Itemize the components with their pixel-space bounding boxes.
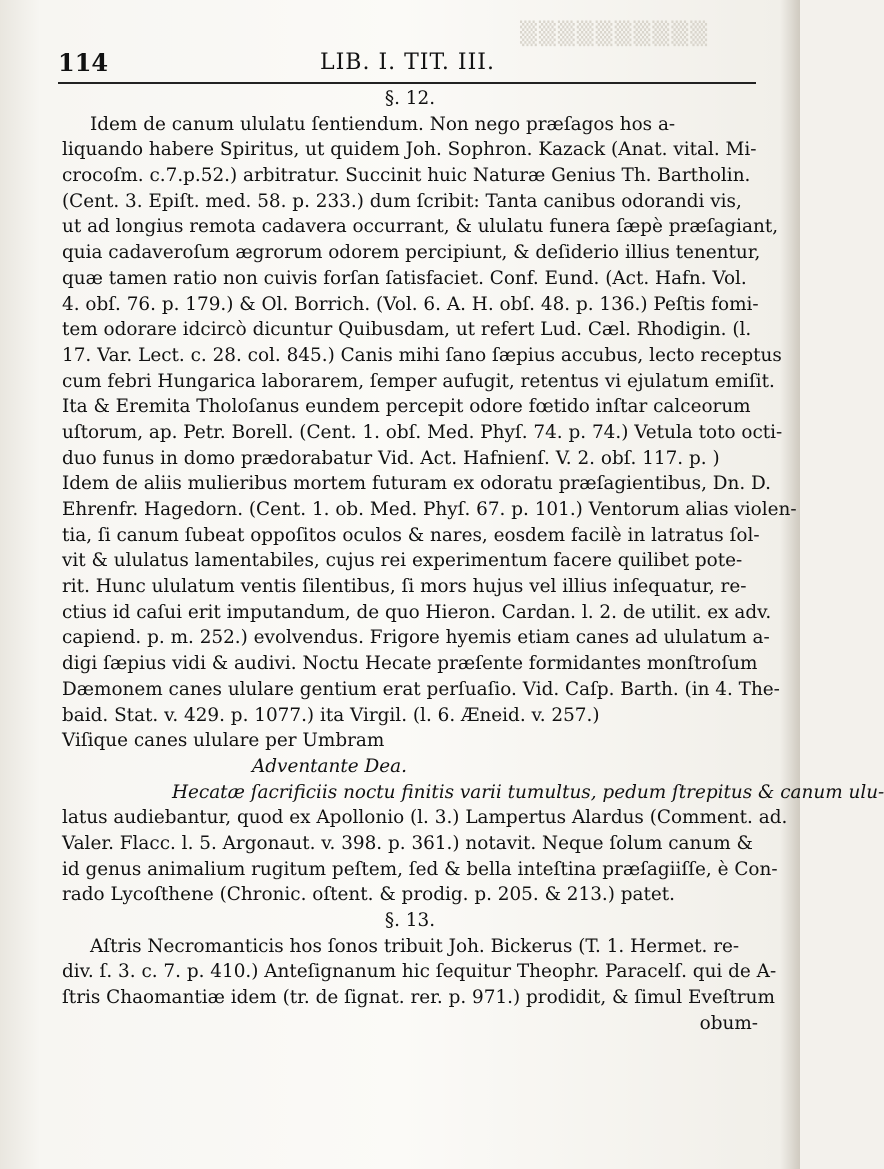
text-line: Dæmonem canes ululare gentium erat perſuaſio. Vid. Caſp. Barth. (in 4. The- bbox=[62, 678, 780, 700]
text-line: (Cent. 3. Epiſt. med. 58. p. 233.) dum ſcribit: Tanta canibus odorandi vis, bbox=[62, 190, 742, 212]
text-line: baid. Stat. v. 429. p. 1077.) ita Virgil. (l. 6. Æneid. v. 257.) bbox=[62, 704, 600, 726]
text-line: Ita & Eremita Tholoſanus eundem percepit odore fœtido inſtar calceorum bbox=[62, 396, 751, 418]
text-line: 4. obſ. 76. p. 179.) & Ol. Borrich. (Vol. 6. A. H. obſ. 48. p. 136.) Peſtis fomi- bbox=[62, 293, 759, 315]
text-line: tia, ſi canum ſubeat oppoſitos oculos & nares, eosdem facilè in latratus ſol- bbox=[62, 524, 760, 546]
text-line: quia cadaveroſum ægrorum odorem percipiunt, & deſiderio illius tenentur, bbox=[62, 242, 761, 264]
text-line: capiend. p. m. 252.) evolvendus. Frigore hyemis etiam canes ad ululatum a- bbox=[62, 627, 770, 649]
text-line: Valer. Flacc. l. 5. Argonaut. v. 398. p. 361.) notavit. Neque ſolum canum & bbox=[62, 832, 753, 854]
text-line: rit. Hunc ululatum ventis ſilentibus, ſi mors hujus vel illius inſequatur, re- bbox=[62, 576, 747, 598]
running-head: LIB. I. TIT. III. bbox=[320, 50, 495, 75]
section-heading: §. 13. bbox=[384, 910, 436, 931]
text-line: quæ tamen ratio non cuivis forſan ſatisfaciet. Conf. Eund. (Act. Hafn. Vol. bbox=[62, 267, 747, 289]
catchword: obum- bbox=[699, 1012, 758, 1034]
text-line: ſtris Chaomantiæ idem (tr. de ſignat. rer. p. 971.) prodidit, & ſimul Eveſtrum bbox=[62, 987, 775, 1009]
verse-line: Adventante Dea. bbox=[252, 755, 407, 777]
text-line: cum febri Hungarica laborarem, ſemper aufugit, retentus vi ejulatum emiſit. bbox=[62, 370, 775, 392]
text-line: duo funus in domo prædorabatur Vid. Act. Hafnienſ. V. 2. obſ. 117. p. ) bbox=[62, 447, 720, 469]
page-number: 114 bbox=[58, 48, 109, 77]
text-line: liquando habere Spiritus, ut quidem Joh. Sophron. Kazack (Anat. vital. Mi- bbox=[62, 139, 757, 161]
section-heading: §. 12. bbox=[384, 88, 436, 109]
text-line: vit & ululatus lamentabiles, cujus rei experimentum facere quilibet pote- bbox=[62, 550, 743, 572]
text-line: div. ſ. 3. c. 7. p. 410.) Anteſignanum hic ſequitur Theophr. Paracelſ. qui de A- bbox=[62, 961, 777, 983]
verse-line: Hecatæ ſacrificiis noctu finitis varii tumultus, pedum ſtrepitus & canum ulu- bbox=[172, 781, 884, 803]
bleed-through-text: ▒▒▒▒▒▒▒▒▒▒ bbox=[520, 22, 710, 47]
text-line: Viſique canes ululare per Umbram bbox=[62, 730, 385, 752]
text-line: Idem de aliis mulieribus mortem futuram ex odoratu præſagientibus, Dn. D. bbox=[62, 473, 771, 495]
text-line: Aſtris Necromanticis hos ſonos tribuit Joh. Bickerus (T. 1. Hermet. re- bbox=[90, 935, 740, 957]
text-line: latus audiebantur, quod ex Apollonio (l. 3.) Lampertus Alardus (Comment. ad. bbox=[62, 807, 788, 829]
text-line: ut ad longius remota cadavera occurrant, & ululatu funera ſæpè præſagiant, bbox=[62, 216, 779, 238]
text-line: 17. Var. Lect. c. 28. col. 845.) Canis mihi ſano ſæpius accubus, lecto receptus bbox=[62, 344, 782, 366]
page-body bbox=[62, 86, 884, 1036]
page-header bbox=[58, 48, 758, 80]
text-line: uſtorum, ap. Petr. Borell. (Cent. 1. obſ. Med. Phyſ. 74. p. 74.) Vetula toto octi- bbox=[62, 421, 783, 443]
header-rule bbox=[58, 82, 756, 84]
text-line: ctius id caſui erit imputandum, de quo Hieron. Cardan. l. 2. de utilit. ex adv. bbox=[62, 601, 772, 623]
text-line: id genus animalium rugitum peſtem, ſed & bella inteſtina præſagiiſſe, è Con- bbox=[62, 858, 778, 880]
text-line: tem odorare idcircò dicuntur Quibusdam, ut refert Lud. Cæl. Rhodigin. (l. bbox=[62, 319, 752, 341]
text-line: crocoſm. c.7.p.52.) arbitratur. Succinit huic Naturæ Genius Th. Bartholin. bbox=[62, 165, 751, 187]
text-line: digi ſæpius vidi & audivi. Noctu Hecate præſente formidantes monſtroſum bbox=[62, 653, 758, 675]
text-line: rado Lycoſthene (Chronic. oſtent. & prodig. p. 205. & 213.) patet. bbox=[62, 884, 676, 906]
text-line: Ehrenfr. Hagedorn. (Cent. 1. ob. Med. Phyſ. 67. p. 101.) Ventorum alias violen- bbox=[62, 499, 797, 520]
text-line: Idem de canum ululatu ſentiendum. Non nego præſagos hos a- bbox=[90, 113, 676, 135]
